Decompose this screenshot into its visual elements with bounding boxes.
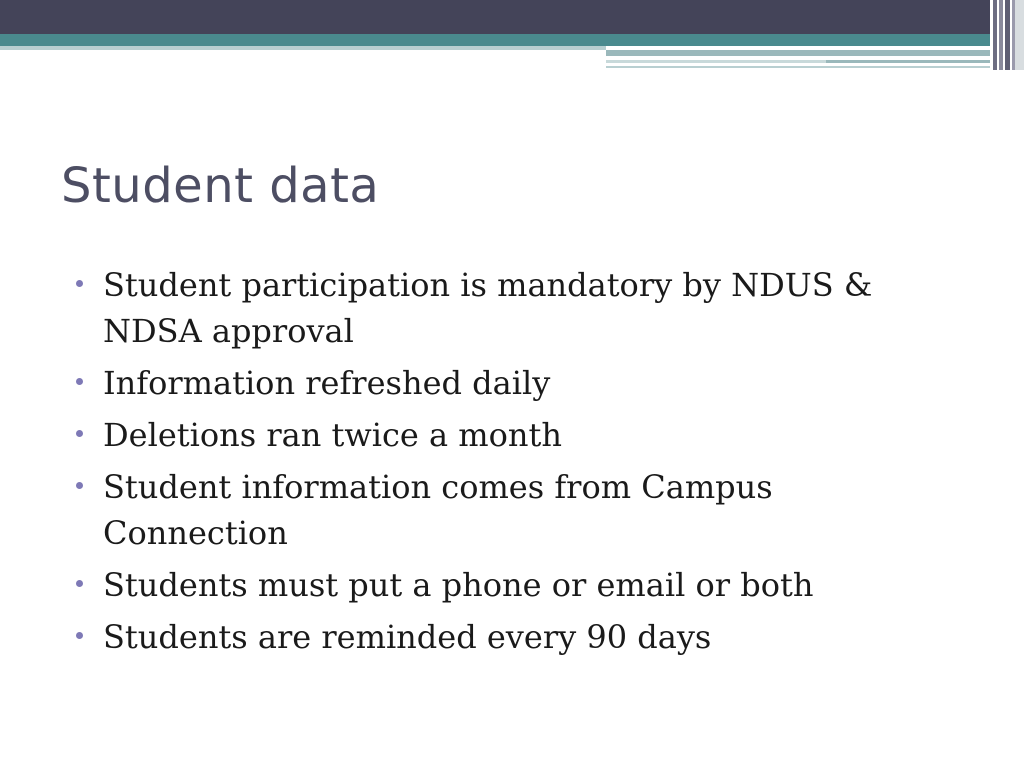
header-accent-line: [606, 66, 996, 68]
bullet-item: [76, 262, 956, 354]
slide-title: Student data: [61, 158, 380, 214]
bullet-text: Deletions ran twice a month: [103, 416, 562, 454]
header-accent-line: [606, 50, 996, 56]
bullet-dot-icon: [76, 378, 83, 385]
bullet-item: [76, 412, 956, 458]
bullet-text: Students are reminded every 90 days: [103, 618, 712, 656]
bullet-text: Student participation is mandatory by NDUS & NDSA approval: [103, 266, 873, 350]
bullet-dot-icon: [76, 280, 83, 287]
header-vertical-stripes: [990, 0, 1024, 70]
bullet-text: Students must put a phone or email or both: [103, 566, 814, 604]
bullet-list: [76, 262, 956, 666]
header-accent-line: [826, 60, 996, 63]
bullet-text: Information refreshed daily: [103, 364, 551, 402]
bullet-dot-icon: [76, 482, 83, 489]
bullet-text: Student information comes from Campus Connection: [103, 468, 773, 552]
header-band-teal: [0, 34, 1024, 46]
bullet-dot-icon: [76, 430, 83, 437]
bullet-item: [76, 464, 956, 556]
header-band-dark: [0, 0, 1024, 34]
bullet-item: [76, 614, 956, 660]
header-band-light: [0, 46, 606, 50]
bullet-item: [76, 360, 956, 406]
bullet-dot-icon: [76, 580, 83, 587]
header-accent-line: [606, 60, 826, 63]
bullet-dot-icon: [76, 632, 83, 639]
bullet-item: [76, 562, 956, 608]
